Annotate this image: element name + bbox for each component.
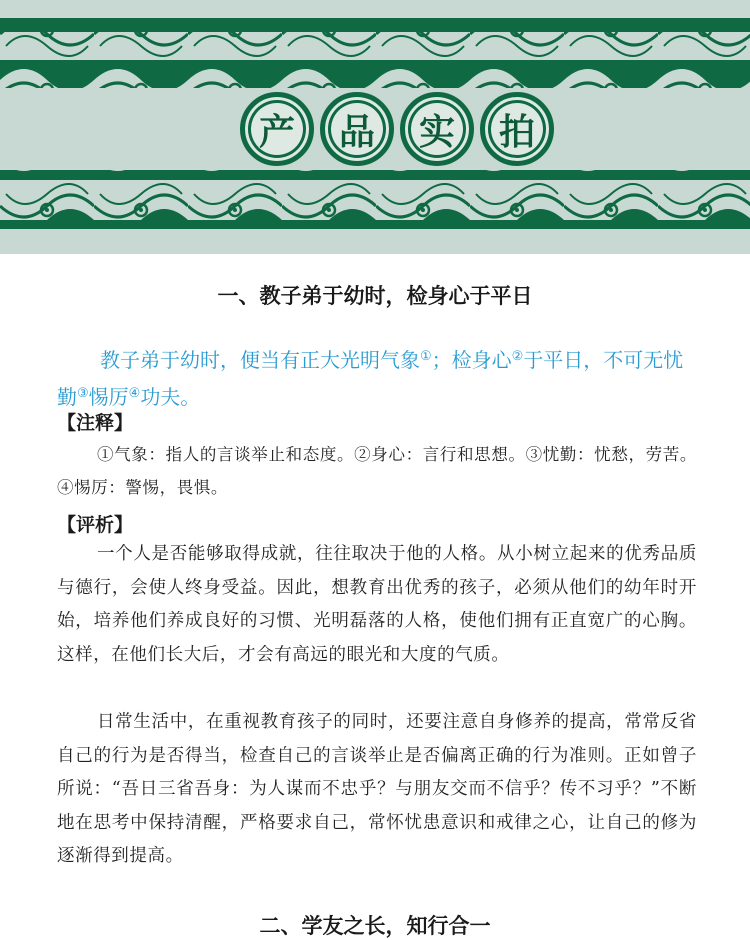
section1-title: 一、教子弟于幼时，检身心于平日	[217, 284, 533, 308]
title-char-3: 实	[400, 92, 474, 166]
notes-label: 【注释】	[57, 412, 134, 434]
notes-text: ①气象：指人的言谈举止和态度。②身心：言行和思想。③忧勤：忧愁，劳苦。④惕厉：警惕，畏惧。	[57, 445, 697, 497]
analysis-paragraph-1: 一个人是否能够取得成就，往往取决于他的人格。从小树立起来的优秀品质与德行，会使人终身受益。因此，想教育出优秀的孩子，必须从他们的幼年时开始，培养他们养成良好的习惯、光明磊落的人格，使他们拥有正直宽广的心胸。这样，在他们长大后，才会有高远的眼光和大度的气质。	[57, 544, 697, 665]
title-char-2: 品	[320, 92, 394, 166]
analysis-label: 【评析】	[57, 514, 134, 536]
header-banner	[0, 0, 750, 254]
analysis-paragraph-2: 日常生活中，在重视教育孩子的同时，还要注意自身修养的提高，常常反省自己的行为是否得当，检查自己的言谈举止是否偏离正确的行为准则。正如曾子所说：“吾日三省吾身：为人谋而不忠乎？与朋友交而不信乎？传不习乎？”不断地在思考中保持清醒，严格要求自己，常怀忧患意识和戒律之心，让自己的修为逐渐得到提高。	[57, 712, 697, 866]
footnote-marker: ③	[77, 386, 89, 401]
section2-title: 二、学友之长，知行合一	[259, 914, 491, 938]
quote-part: 功夫。	[140, 385, 201, 409]
footnote-marker: ④	[128, 386, 141, 401]
title-char-1: 产	[240, 92, 314, 166]
footnote-marker: ①	[420, 349, 432, 364]
banner-title	[0, 92, 750, 168]
title-char-4: 拍	[480, 92, 554, 166]
footnote-marker: ②	[511, 349, 524, 364]
quote-part: 于平日，不可无忧勤	[57, 348, 684, 409]
original-quote	[57, 340, 697, 414]
quote-part: 教子弟于幼时，便当有正大光明气象	[100, 348, 420, 372]
quote-part: ；检身心	[431, 348, 512, 372]
quote-part: 惕厉	[88, 385, 129, 409]
